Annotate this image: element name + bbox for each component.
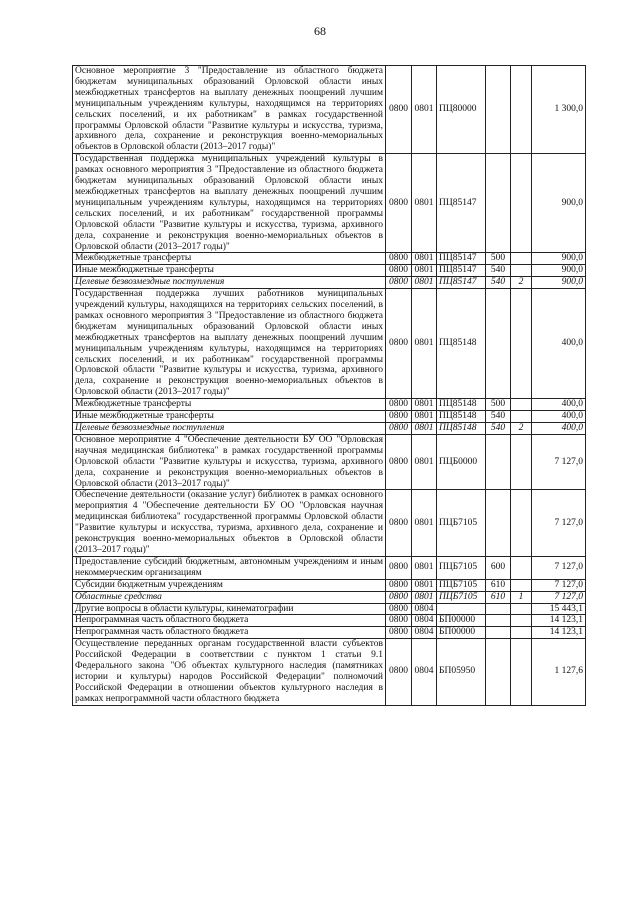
page-number: 68: [314, 24, 326, 38]
amount: 14 123,1: [532, 627, 586, 639]
target-article-code: [437, 603, 486, 615]
row-name: Иные межбюджетные трансферты: [73, 265, 386, 277]
table-row: [73, 253, 586, 265]
target-article-code: ПЦ85147: [437, 154, 486, 253]
table-row: [73, 591, 586, 603]
table-row: [73, 639, 586, 705]
source-code: [511, 579, 532, 591]
target-article-code: ПЦ85147: [437, 253, 486, 265]
expense-type-code: [486, 615, 511, 627]
expense-type-code: [486, 66, 511, 154]
budget-table: [72, 65, 586, 706]
expense-type-code: 500: [486, 253, 511, 265]
row-name: Предоставление субсидий бюджетным, автономным учреждениям и иным некоммерческим организациям: [73, 556, 386, 579]
row-name: Субсидии бюджетным учреждениям: [73, 579, 386, 591]
amount: 900,0: [532, 154, 586, 253]
row-name: Непрограммная часть областного бюджета: [73, 627, 386, 639]
section-code: 0800: [386, 556, 412, 579]
table-row: [73, 556, 586, 579]
table-row: [73, 490, 586, 556]
row-name: Обеспечение деятельности (оказание услуг) библиотек в рамках основного мероприятия 4 "Обеспечение деятельности БУ ОО "Орловская научная медицинская библиотека" государственной программы Орловской области "Развитие культуры и искусства, туризма, архивного дела, сохранение и реконструкция военно-мемориальных объектов в Орловской области (2013–2017 годы)": [73, 490, 386, 556]
source-code: [511, 627, 532, 639]
expense-type-code: [486, 289, 511, 399]
target-article-code: БП00000: [437, 627, 486, 639]
table-row: [73, 154, 586, 253]
source-code: [511, 399, 532, 411]
row-name: Непрограммная часть областного бюджета: [73, 615, 386, 627]
table-row: [73, 411, 586, 423]
row-name: Межбюджетные трансферты: [73, 399, 386, 411]
subsection-code: 0801: [412, 289, 437, 399]
row-name: Целевые безвозмездные поступления: [73, 277, 386, 289]
section-code: 0800: [386, 423, 412, 435]
amount: 7 127,0: [532, 434, 586, 490]
target-article-code: ПЦБ7105: [437, 490, 486, 556]
target-article-code: ПЦ85147: [437, 265, 486, 277]
table-row: [73, 615, 586, 627]
row-name: Иные межбюджетные трансферты: [73, 411, 386, 423]
source-code: [511, 556, 532, 579]
expense-type-code: [486, 627, 511, 639]
source-code: 2: [511, 277, 532, 289]
subsection-code: 0804: [412, 639, 437, 705]
source-code: [511, 615, 532, 627]
amount: 7 127,0: [532, 556, 586, 579]
row-name: Осуществление переданных органам государственной власти субъектов Российской Федерации в соответствии с пунктом 1 статьи 9.1 Федерального закона "Об объектах культурного наследия (памятниках истории и культуры) народов Российской Федерации" полномочий Российской Федерации в отношении объектов культурного наследия в рамках непрограммной части областного бюджета: [73, 639, 386, 705]
expense-type-code: 500: [486, 399, 511, 411]
amount: 400,0: [532, 399, 586, 411]
source-code: 1: [511, 591, 532, 603]
subsection-code: 0801: [412, 411, 437, 423]
subsection-code: 0801: [412, 265, 437, 277]
table-row: [73, 579, 586, 591]
source-code: 2: [511, 423, 532, 435]
source-code: [511, 66, 532, 154]
expense-type-code: 540: [486, 423, 511, 435]
source-code: [511, 265, 532, 277]
target-article-code: ПЦ85148: [437, 399, 486, 411]
amount: 7 127,0: [532, 591, 586, 603]
table-row: [73, 66, 586, 154]
row-name: Областные средства: [73, 591, 386, 603]
target-article-code: ПЦ85148: [437, 411, 486, 423]
subsection-code: 0801: [412, 579, 437, 591]
subsection-code: 0804: [412, 627, 437, 639]
source-code: [511, 639, 532, 705]
target-article-code: ПЦБ7105: [437, 591, 486, 603]
section-code: 0800: [386, 591, 412, 603]
expense-type-code: [486, 639, 511, 705]
expense-type-code: 540: [486, 411, 511, 423]
section-code: 0800: [386, 603, 412, 615]
section-code: 0800: [386, 253, 412, 265]
expense-type-code: [486, 603, 511, 615]
source-code: [511, 154, 532, 253]
target-article-code: БП00000: [437, 615, 486, 627]
source-code: [511, 434, 532, 490]
target-article-code: ПЦБ7105: [437, 556, 486, 579]
subsection-code: 0801: [412, 556, 437, 579]
source-code: [511, 603, 532, 615]
row-name: Межбюджетные трансферты: [73, 253, 386, 265]
section-code: 0800: [386, 434, 412, 490]
amount: 15 443,1: [532, 603, 586, 615]
subsection-code: 0801: [412, 591, 437, 603]
amount: 7 127,0: [532, 579, 586, 591]
row-name: Основное мероприятие 3 "Предоставление из областного бюджета бюджетам муниципальных образований Орловской области иных межбюджетных трансфертов на выплату денежных поощрений лучшим муниципальным учреждениям культуры, находящимся на территориях сельских поселений, и их работникам" в рамках государственной программы Орловской области "Развитие культуры и искусства, туризма, архивного дела, сохранение и реконструкция военно-мемориальных объектов в Орловской области (2013–2017 годы)": [73, 66, 386, 154]
amount: 14 123,1: [532, 615, 586, 627]
subsection-code: 0801: [412, 399, 437, 411]
subsection-code: 0804: [412, 603, 437, 615]
amount: 1 300,0: [532, 66, 586, 154]
expense-type-code: 600: [486, 556, 511, 579]
row-name: Основное мероприятие 4 "Обеспечение деятельности БУ ОО "Орловская научная медицинская библиотека" в рамках государственной программы Орловской области "Развитие культуры и искусства, туризма, архивного дела, сохранение и реконструкция военно-мемориальных объектов в Орловской области (2013–2017 годы)": [73, 434, 386, 490]
amount: 400,0: [532, 289, 586, 399]
section-code: 0800: [386, 615, 412, 627]
section-code: 0800: [386, 66, 412, 154]
source-code: [511, 289, 532, 399]
section-code: 0800: [386, 289, 412, 399]
table-row: [73, 603, 586, 615]
subsection-code: 0804: [412, 615, 437, 627]
section-code: 0800: [386, 265, 412, 277]
section-code: 0800: [386, 399, 412, 411]
target-article-code: ПЦБ0000: [437, 434, 486, 490]
target-article-code: ПЦБ7105: [437, 579, 486, 591]
subsection-code: 0801: [412, 490, 437, 556]
subsection-code: 0801: [412, 66, 437, 154]
target-article-code: ПЦ85148: [437, 289, 486, 399]
source-code: [511, 490, 532, 556]
row-name: Государственная поддержка муниципальных учреждений культуры в рамках основного мероприятия 3 "Предоставление из областного бюджета бюджетам муниципальных образований Орловской области иных межбюджетных трансфертов на выплату денежных поощрений лучшим муниципальным учреждениям культуры, находящимся на территориях сельских поселений, и их работникам" государственной программы Орловской области "Развитие культуры и искусства, туризма, архивного дела, сохранение и реконструкция военно-мемориальных объектов в Орловской области (2013–2017 годы)": [73, 154, 386, 253]
section-code: 0800: [386, 627, 412, 639]
row-name: Целевые безвозмездные поступления: [73, 423, 386, 435]
amount: 1 127,6: [532, 639, 586, 705]
expense-type-code: 610: [486, 579, 511, 591]
table-row: [73, 289, 586, 399]
table-row: [73, 627, 586, 639]
subsection-code: 0801: [412, 423, 437, 435]
section-code: 0800: [386, 490, 412, 556]
row-name: Другие вопросы в области культуры, кинематографии: [73, 603, 386, 615]
amount: 900,0: [532, 277, 586, 289]
section-code: 0800: [386, 639, 412, 705]
table-row: [73, 265, 586, 277]
section-code: 0800: [386, 154, 412, 253]
expense-type-code: 540: [486, 265, 511, 277]
table-row: [73, 399, 586, 411]
expense-type-code: 610: [486, 591, 511, 603]
section-code: 0800: [386, 277, 412, 289]
source-code: [511, 253, 532, 265]
expense-type-code: [486, 154, 511, 253]
table-row: [73, 434, 586, 490]
section-code: 0800: [386, 411, 412, 423]
subsection-code: 0801: [412, 277, 437, 289]
target-article-code: БП05950: [437, 639, 486, 705]
target-article-code: ПЦ85147: [437, 277, 486, 289]
expense-type-code: [486, 434, 511, 490]
amount: 900,0: [532, 265, 586, 277]
amount: 7 127,0: [532, 490, 586, 556]
table-row: [73, 277, 586, 289]
amount: 900,0: [532, 253, 586, 265]
subsection-code: 0801: [412, 154, 437, 253]
amount: 400,0: [532, 411, 586, 423]
subsection-code: 0801: [412, 434, 437, 490]
expense-type-code: 540: [486, 277, 511, 289]
amount: 400,0: [532, 423, 586, 435]
section-code: 0800: [386, 579, 412, 591]
subsection-code: 0801: [412, 253, 437, 265]
row-name: Государственная поддержка лучших работников муниципальных учреждений культуры, находящихся на территориях сельских поселений, в рамках основного мероприятия 3 "Предоставление из областного бюджета бюджетам муниципальных образований Орловской области иных межбюджетных трансфертов на выплату денежных поощрений лучшим муниципальным учреждениям культуры, находящимся на территориях сельских поселений, и их работникам" государственной программы Орловской области "Развитие культуры и искусства, туризма, архивного дела, сохранение и реконструкция военно-мемориальных объектов в Орловской области (2013–2017 годы)": [73, 289, 386, 399]
target-article-code: ПЦ85148: [437, 423, 486, 435]
target-article-code: ПЦ80000: [437, 66, 486, 154]
table-row: [73, 423, 586, 435]
expense-type-code: [486, 490, 511, 556]
source-code: [511, 411, 532, 423]
